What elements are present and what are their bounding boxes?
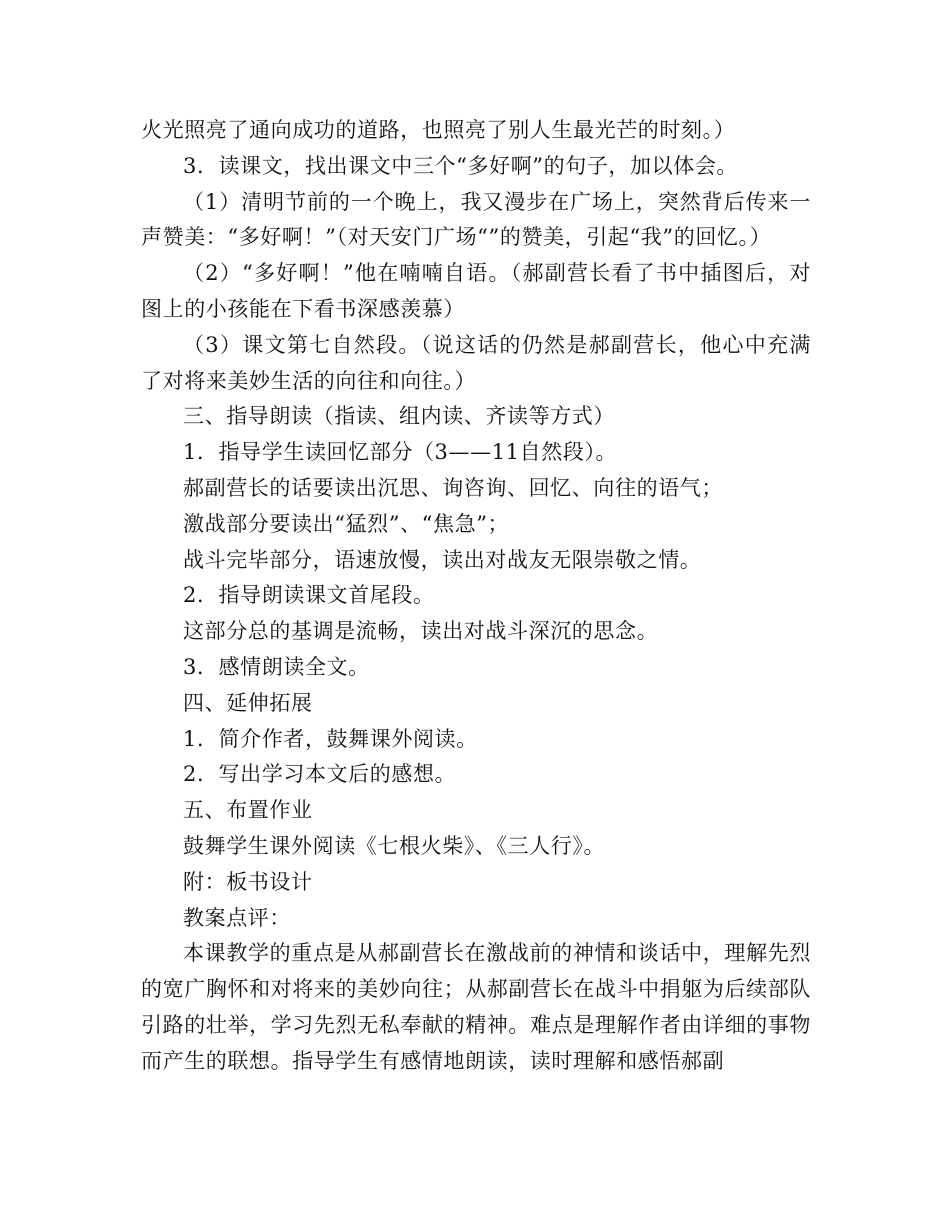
paragraph-reading-2: 2．指导朗读课文首尾段。 bbox=[183, 583, 435, 608]
paragraph-subitem-1: （1）清明节前的一个晚上，我又漫步在广场上，突然背后传来一声赞美：“多好啊！”（对天安门广场“”的赞美，引起“我”的回忆。） bbox=[141, 189, 811, 250]
paragraph-reading-tone: 郝副营长的话要读出沉思、询咨询、回忆、向往的语气； bbox=[183, 475, 723, 500]
paragraph-subitem-3: （3）课文第七自然段。（说这话的仍然是郝副营长，他心中充满了对将来美妙生活的向往和向往。） bbox=[141, 332, 811, 393]
paragraph-reading-end: 战斗完毕部分，语速放慢，读出对战友无限崇敬之情。 bbox=[183, 547, 702, 572]
paragraph-board-design: 附：板书设计 bbox=[183, 869, 313, 894]
section-heading-5: 五、布置作业 bbox=[183, 798, 313, 823]
paragraph-extension-1: 1．简介作者，鼓舞课外阅读。 bbox=[183, 726, 478, 751]
paragraph-extension-2: 2．写出学习本文后的感想。 bbox=[183, 762, 457, 787]
paragraph-reading-battle: 激战部分要读出“猛烈”、“焦急”； bbox=[183, 511, 510, 536]
paragraph-reading-1: 1．指导学生读回忆部分（3——11自然段）。 bbox=[183, 440, 618, 465]
section-heading-3: 三、指导朗读（指读、组内读、齐读等方式） bbox=[183, 404, 615, 429]
paragraph-comment-body: 本课教学的重点是从郝副营长在激战前的神情和谈话中，理解先烈的宽广胸怀和对将来的美妙向往；从郝副营长在战斗中捐躯为后续部队引路的壮举，学习先烈无私奉献的精神。难点是理解作者由详细的事物而产生的联想。指导学生有感情地朗读，读时理解和感悟郝副 bbox=[141, 941, 811, 1073]
paragraph-subitem-2: （2）“多好啊！”他在喃喃自语。（郝副营长看了书中插图后，对图上的小孩能在下看书深感羡慕） bbox=[141, 261, 811, 321]
document-body bbox=[141, 113, 811, 1080]
paragraph-comment-heading: 教案点评： bbox=[183, 905, 291, 930]
paragraph-homework: 鼓舞学生课外阅读《七根火柴》、《三人行》。 bbox=[183, 833, 606, 858]
paragraph-reading-tone-2: 这部分总的基调是流畅，读出对战斗深沉的思念。 bbox=[183, 619, 659, 644]
paragraph-continuation: 火光照亮了通向成功的道路，也照亮了别人生最光芒的时刻。） bbox=[141, 118, 736, 142]
section-heading-4: 四、延伸拓展 bbox=[183, 690, 313, 715]
paragraph-reading-3: 3．感情朗读全文。 bbox=[183, 654, 370, 679]
paragraph-item-3: 3．读课文，找出课文中三个“多好啊”的句子，加以体会。 bbox=[183, 153, 739, 178]
